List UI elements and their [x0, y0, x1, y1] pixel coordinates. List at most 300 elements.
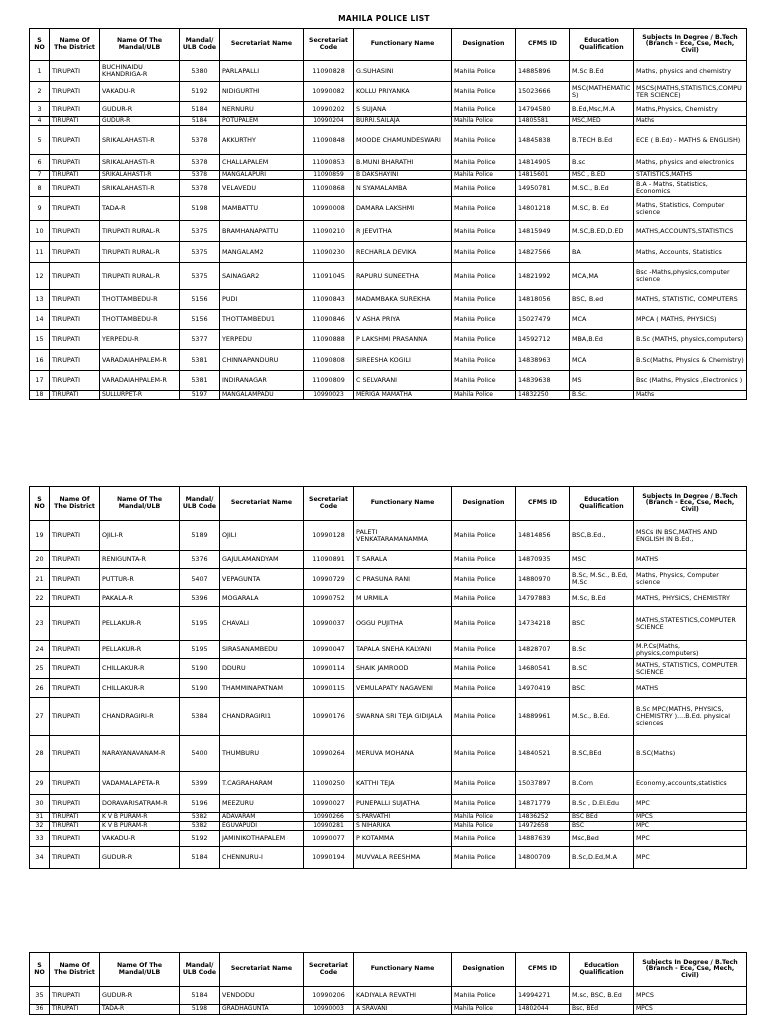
col-cfms-id-cell: 14814856 [516, 521, 570, 551]
col-mandal-cell: THOTTAMBEDU-R [100, 290, 180, 310]
table-row [30, 736, 747, 772]
table-row [30, 847, 747, 869]
col-functionary-name-cell: PUNEPALLI SUJATHA [354, 795, 452, 813]
police-list-table-1 [29, 28, 747, 400]
col-secretariat-code-cell: 11090846 [304, 310, 354, 330]
col-secretariat-name-cell: CHINNAPANDURU [220, 350, 304, 371]
col-education-header: Education Qualification [570, 953, 634, 987]
col-mandal-header: Name Of The Mandal/ULB [100, 487, 180, 521]
col-subjects-cell: MATHS, STATISTICS, COMPUTER SCIENCE [634, 659, 747, 679]
col-designation-cell: Mahila Police [452, 698, 516, 736]
col-designation-cell: Mahila Police [452, 155, 516, 171]
table-row [30, 126, 747, 155]
col-designation-cell: Mahila Police [452, 659, 516, 679]
col-secretariat-code-cell: 11090891 [304, 551, 354, 569]
col-mandal-code-cell: 5184 [180, 847, 220, 869]
col-secretariat-code-cell: 11090853 [304, 155, 354, 171]
col-designation-cell: Mahila Police [452, 607, 516, 641]
col-district-cell: TIRUPATI [50, 795, 100, 813]
col-cfms-id-cell: 14880970 [516, 569, 570, 590]
col-mandal-code-cell: 5184 [180, 117, 220, 126]
col-education-cell: B.sc [570, 155, 634, 171]
col-education-cell: MS [570, 371, 634, 391]
col-cfms-id-cell: 14950781 [516, 180, 570, 197]
col-secretariat-code-cell: 11090809 [304, 371, 354, 391]
col-sno-cell: 3 [30, 102, 50, 117]
col-mandal-code-cell: 5378 [180, 126, 220, 155]
col-mandal-code-cell: 5378 [180, 155, 220, 171]
col-sno-cell: 30 [30, 795, 50, 813]
col-secretariat-name-cell: THUMBURU [220, 736, 304, 772]
col-designation-cell: Mahila Police [452, 263, 516, 290]
col-designation-cell: Mahila Police [452, 551, 516, 569]
col-sno-cell: 22 [30, 590, 50, 607]
col-subjects-cell: B.Sc(Maths, Physics & Chemistry) [634, 350, 747, 371]
col-functionary-name-cell: B.MUNI BHARATHI [354, 155, 452, 171]
col-functionary-name-cell: MOODE CHAMUNDESWARI [354, 126, 452, 155]
col-district-cell: TIRUPATI [50, 822, 100, 831]
col-mandal-code-header: Mandal/ ULB Code [180, 953, 220, 987]
table-row [30, 242, 747, 263]
col-secretariat-code-cell: 10990176 [304, 698, 354, 736]
col-subjects-cell: B.SC(Maths) [634, 736, 747, 772]
col-subjects-header: Subjects In Degree / B.Tech (Branch - Ece, Cse, Mech, Civil) [634, 29, 747, 61]
col-secretariat-name-cell: PUDI [220, 290, 304, 310]
col-education-cell: B.SC [570, 659, 634, 679]
col-functionary-name-cell: P KOTAMMA [354, 831, 452, 847]
col-designation-cell: Mahila Police [452, 197, 516, 221]
table-row [30, 795, 747, 813]
col-secretariat-name-cell: MAMBATTU [220, 197, 304, 221]
col-secretariat-name-cell: SAINAGAR2 [220, 263, 304, 290]
col-functionary-name-cell: N SYAMALAMBA [354, 180, 452, 197]
table-row [30, 82, 747, 102]
table-row [30, 290, 747, 310]
col-designation-cell: Mahila Police [452, 221, 516, 242]
col-education-cell: B.SC,BEd [570, 736, 634, 772]
col-sno-cell: 14 [30, 310, 50, 330]
col-secretariat-name-cell: THAMMINAPATNAM [220, 679, 304, 698]
col-subjects-cell: ECE ( B.Ed) - MATHS & ENGLISH) [634, 126, 747, 155]
col-sno-cell: 1 [30, 61, 50, 82]
col-district-cell: TIRUPATI [50, 641, 100, 659]
col-cfms-id-cell: 14794580 [516, 102, 570, 117]
col-education-cell: B.Com [570, 772, 634, 795]
col-subjects-cell: MPCS [634, 1005, 747, 1015]
table-row [30, 102, 747, 117]
col-designation-cell: Mahila Police [452, 590, 516, 607]
col-secretariat-code-cell: 11090859 [304, 171, 354, 180]
col-mandal-code-cell: 5375 [180, 242, 220, 263]
col-education-header: Education Qualification [570, 29, 634, 61]
col-subjects-cell: MATHS,STATESTICS,COMPUTER SCIENCE [634, 607, 747, 641]
col-mandal-cell: VADAMALAPETA-R [100, 772, 180, 795]
col-mandal-code-cell: 5195 [180, 641, 220, 659]
col-education-cell: MCA,MA [570, 263, 634, 290]
col-district-cell: TIRUPATI [50, 569, 100, 590]
table-row [30, 551, 747, 569]
col-secretariat-code-cell: 10990047 [304, 641, 354, 659]
col-sno-cell: 32 [30, 822, 50, 831]
col-mandal-cell: PELLAKUR-R [100, 607, 180, 641]
col-cfms-id-cell: 14970419 [516, 679, 570, 698]
col-cfms-id-cell: 14802044 [516, 1005, 570, 1015]
col-secretariat-code-cell: 10990204 [304, 117, 354, 126]
table-row [30, 171, 747, 180]
col-education-cell: B.Ed,Msc,M.A [570, 102, 634, 117]
col-subjects-cell: Maths, Physics, Computer science [634, 569, 747, 590]
table-row [30, 641, 747, 659]
col-secretariat-code-cell: 10990115 [304, 679, 354, 698]
col-secretariat-name-cell: VEPAGUNTA [220, 569, 304, 590]
col-education-cell: MSC , B.ED [570, 171, 634, 180]
col-mandal-cell: THOTTAMBEDU-R [100, 310, 180, 330]
col-mandal-code-cell: 5396 [180, 590, 220, 607]
col-sno-cell: 21 [30, 569, 50, 590]
col-secretariat-code-cell: 11090210 [304, 221, 354, 242]
col-mandal-cell: GUDUR-R [100, 102, 180, 117]
col-district-cell: TIRUPATI [50, 987, 100, 1005]
col-cfms-id-cell: 14797883 [516, 590, 570, 607]
col-subjects-cell: Bsc (Maths, Physics ,Electronics ) [634, 371, 747, 391]
col-mandal-cell: VARADAIAHPALEM-R [100, 350, 180, 371]
col-secretariat-code-cell: 10990023 [304, 391, 354, 400]
col-sno-cell: 9 [30, 197, 50, 221]
col-mandal-cell: CHILLAKUR-R [100, 679, 180, 698]
col-education-cell: BA [570, 242, 634, 263]
col-subjects-cell: Maths, physics and chemistry [634, 61, 747, 82]
col-sno-cell: 2 [30, 82, 50, 102]
col-education-cell: B.Sc, M.Sc., B.Ed, M.Sc [570, 569, 634, 590]
col-subjects-cell: MPCS [634, 987, 747, 1005]
col-mandal-code-cell: 5381 [180, 350, 220, 371]
col-district-cell: TIRUPATI [50, 736, 100, 772]
table-row [30, 831, 747, 847]
col-education-cell: MCA [570, 350, 634, 371]
col-district-cell: TIRUPATI [50, 263, 100, 290]
col-functionary-name-cell: PALETI VENKATARAMANAMMA [354, 521, 452, 551]
col-district-cell: TIRUPATI [50, 772, 100, 795]
col-mandal-code-cell: 5400 [180, 736, 220, 772]
col-mandal-code-cell: 5376 [180, 551, 220, 569]
col-mandal-code-cell: 5196 [180, 795, 220, 813]
col-subjects-cell: MPC [634, 831, 747, 847]
col-functionary-name-header: Functionary Name [354, 29, 452, 61]
col-cfms-id-cell: 14836252 [516, 813, 570, 822]
col-district-cell: TIRUPATI [50, 590, 100, 607]
col-cfms-id-cell: 14814905 [516, 155, 570, 171]
col-subjects-cell: Maths, Accounts, Statistics [634, 242, 747, 263]
col-education-cell: M.SC,B.ED,D.ED [570, 221, 634, 242]
col-functionary-name-cell: R JEEVITHA [354, 221, 452, 242]
col-secretariat-code-header: Secretariat Code [304, 487, 354, 521]
col-district-cell: TIRUPATI [50, 310, 100, 330]
col-mandal-cell: OJILI-R [100, 521, 180, 551]
col-secretariat-name-cell: EGUVAPUDI [220, 822, 304, 831]
col-cfms-id-cell: 14885896 [516, 61, 570, 82]
col-secretariat-code-cell: 10990082 [304, 82, 354, 102]
col-functionary-name-cell: B DAKSHAYINI [354, 171, 452, 180]
table-row [30, 698, 747, 736]
col-district-cell: TIRUPATI [50, 350, 100, 371]
col-mandal-code-cell: 5380 [180, 61, 220, 82]
col-district-cell: TIRUPATI [50, 242, 100, 263]
col-designation-cell: Mahila Police [452, 242, 516, 263]
col-cfms-id-cell: 14828707 [516, 641, 570, 659]
col-sno-cell: 13 [30, 290, 50, 310]
header-row [30, 29, 747, 61]
col-designation-cell: Mahila Police [452, 391, 516, 400]
col-secretariat-name-cell: SIRASANAMBEDU [220, 641, 304, 659]
table-row [30, 521, 747, 551]
col-secretariat-name-cell: BRAMHANAPATTU [220, 221, 304, 242]
col-subjects-cell: Maths,Physics, Chemistry [634, 102, 747, 117]
col-designation-cell: Mahila Police [452, 736, 516, 772]
col-education-cell: MSC [570, 551, 634, 569]
col-functionary-name-cell: T SARALA [354, 551, 452, 569]
col-mandal-code-cell: 5156 [180, 290, 220, 310]
col-mandal-code-cell: 5384 [180, 698, 220, 736]
col-cfms-id-cell: 14871779 [516, 795, 570, 813]
col-mandal-cell: NARAYANAVANAM-R [100, 736, 180, 772]
col-education-cell: M.sc, BSC, B.Ed [570, 987, 634, 1005]
col-functionary-name-cell: RECHARLA DEVIKA [354, 242, 452, 263]
col-sno-cell: 15 [30, 330, 50, 350]
col-education-cell: MSC(MATHEMATICS) [570, 82, 634, 102]
table-row [30, 155, 747, 171]
col-mandal-cell: CHILLAKUR-R [100, 659, 180, 679]
col-designation-cell: Mahila Police [452, 102, 516, 117]
col-subjects-cell: MPC [634, 847, 747, 869]
col-subjects-cell: MSCS(MATHS,STATISTICS,COMPUTER SCIENCE) [634, 82, 747, 102]
col-subjects-cell: Maths, physics and electronics [634, 155, 747, 171]
col-cfms-id-cell: 14840521 [516, 736, 570, 772]
col-secretariat-code-cell: 11091045 [304, 263, 354, 290]
col-mandal-cell: VAKADU-R [100, 831, 180, 847]
col-designation-cell: Mahila Police [452, 772, 516, 795]
col-secretariat-code-cell: 10990266 [304, 813, 354, 822]
col-mandal-cell: DORAVARISATRAM-R [100, 795, 180, 813]
table-row [30, 987, 747, 1005]
col-cfms-id-cell: 14821992 [516, 263, 570, 290]
col-functionary-name-cell: MUVVALA REESHMA [354, 847, 452, 869]
table-row [30, 310, 747, 330]
col-district-cell: TIRUPATI [50, 102, 100, 117]
col-mandal-cell: GUDUR-R [100, 847, 180, 869]
col-mandal-code-cell: 5375 [180, 221, 220, 242]
col-sno-cell: 18 [30, 391, 50, 400]
col-secretariat-name-cell: MANGALAPURI [220, 171, 304, 180]
col-district-cell: TIRUPATI [50, 126, 100, 155]
col-secretariat-code-cell: 11090888 [304, 330, 354, 350]
col-secretariat-name-cell: OJILI [220, 521, 304, 551]
col-cfms-id-cell: 14800709 [516, 847, 570, 869]
col-mandal-cell: K V B PURAM-R [100, 813, 180, 822]
col-functionary-name-cell: P LAKSHMI PRASANNA [354, 330, 452, 350]
col-secretariat-code-cell: 10990264 [304, 736, 354, 772]
col-district-header: Name Of The District [50, 953, 100, 987]
col-secretariat-code-cell: 11090808 [304, 350, 354, 371]
col-functionary-name-header: Functionary Name [354, 953, 452, 987]
col-designation-cell: Mahila Police [452, 831, 516, 847]
col-district-cell: TIRUPATI [50, 521, 100, 551]
col-secretariat-code-cell: 10990128 [304, 521, 354, 551]
table-row [30, 371, 747, 391]
col-cfms-id-cell: 15023666 [516, 82, 570, 102]
col-district-cell: TIRUPATI [50, 171, 100, 180]
col-designation-cell: Mahila Police [452, 171, 516, 180]
col-cfms-id-header: CFMS ID [516, 953, 570, 987]
col-secretariat-name-header: Secretariat Name [220, 487, 304, 521]
col-mandal-cell: PELLAKUR-R [100, 641, 180, 659]
col-functionary-name-cell: MERIGA MAMATHA [354, 391, 452, 400]
col-sno-cell: 17 [30, 371, 50, 391]
col-subjects-cell: Maths [634, 391, 747, 400]
col-subjects-cell: Maths [634, 117, 747, 126]
col-subjects-header: Subjects In Degree / B.Tech (Branch - Ece, Cse, Mech, Civil) [634, 487, 747, 521]
page-title: MAHILA POLICE LIST [338, 14, 430, 23]
col-designation-cell: Mahila Police [452, 126, 516, 155]
col-sno-cell: 26 [30, 679, 50, 698]
col-secretariat-code-cell: 10990003 [304, 1005, 354, 1015]
col-district-cell: TIRUPATI [50, 679, 100, 698]
table-row [30, 117, 747, 126]
col-functionary-name-cell: DAMARA LAKSHMI [354, 197, 452, 221]
col-secretariat-name-cell: POTUPALEM [220, 117, 304, 126]
col-cfms-id-cell: 14832250 [516, 391, 570, 400]
col-sno-cell: 36 [30, 1005, 50, 1015]
col-functionary-name-cell: G.SUHASINI [354, 61, 452, 82]
col-cfms-id-cell: 14889961 [516, 698, 570, 736]
col-functionary-name-cell: TAPALA SNEHA KALYANI [354, 641, 452, 659]
col-district-cell: TIRUPATI [50, 117, 100, 126]
col-functionary-name-cell: SWARNA SRI TEJA GIDIJALA [354, 698, 452, 736]
col-sno-cell: 33 [30, 831, 50, 847]
col-sno-cell: 4 [30, 117, 50, 126]
col-secretariat-code-cell: 10990194 [304, 847, 354, 869]
col-subjects-cell: B.A - Maths, Statistics, Economics [634, 180, 747, 197]
col-education-cell: B.TECH B.Ed [570, 126, 634, 155]
col-functionary-name-cell: S SUJANA [354, 102, 452, 117]
col-secretariat-code-cell: 11090250 [304, 772, 354, 795]
col-secretariat-code-cell: 10990729 [304, 569, 354, 590]
col-mandal-cell: RENIGUNTA-R [100, 551, 180, 569]
col-secretariat-code-cell: 10990114 [304, 659, 354, 679]
col-education-cell: BSC [570, 822, 634, 831]
col-sno-cell: 27 [30, 698, 50, 736]
col-sno-cell: 20 [30, 551, 50, 569]
col-secretariat-name-cell: NERNURU [220, 102, 304, 117]
col-functionary-name-cell: V ASHA PRIYA [354, 310, 452, 330]
col-education-cell: M.Sc B.Ed [570, 61, 634, 82]
col-cfms-id-cell: 14887639 [516, 831, 570, 847]
col-mandal-code-cell: 5189 [180, 521, 220, 551]
col-education-cell: BSC BEd [570, 813, 634, 822]
col-district-cell: TIRUPATI [50, 847, 100, 869]
col-mandal-cell: SRIKALAHASTI-R [100, 180, 180, 197]
col-mandal-code-cell: 5378 [180, 171, 220, 180]
col-sno-cell: 28 [30, 736, 50, 772]
col-subjects-cell: MATHS, STATISTIC, COMPUTERS [634, 290, 747, 310]
col-sno-header: S NO [30, 953, 50, 987]
col-mandal-code-cell: 5377 [180, 330, 220, 350]
col-subjects-cell: Economy,accounts,statistics [634, 772, 747, 795]
col-secretariat-code-cell: 10990037 [304, 607, 354, 641]
col-subjects-cell: MATHS,ACCOUNTS,STATISTICS [634, 221, 747, 242]
col-functionary-name-cell: C SELVARANI [354, 371, 452, 391]
col-subjects-cell: MPC [634, 822, 747, 831]
col-secretariat-code-cell: 11090828 [304, 61, 354, 82]
col-education-cell: MSC,MED [570, 117, 634, 126]
col-designation-cell: Mahila Police [452, 371, 516, 391]
col-designation-cell: Mahila Police [452, 679, 516, 698]
col-functionary-name-cell: RAPURU SUNEETHA [354, 263, 452, 290]
col-mandal-code-header: Mandal/ ULB Code [180, 29, 220, 61]
col-mandal-code-cell: 5382 [180, 822, 220, 831]
col-mandal-code-cell: 5184 [180, 102, 220, 117]
col-secretariat-code-cell: 11090230 [304, 242, 354, 263]
col-sno-cell: 31 [30, 813, 50, 822]
col-sno-cell: 35 [30, 987, 50, 1005]
col-secretariat-code-cell: 11090843 [304, 290, 354, 310]
col-sno-cell: 25 [30, 659, 50, 679]
col-functionary-name-cell: KATTHI TEJA [354, 772, 452, 795]
col-secretariat-code-cell: 10990008 [304, 197, 354, 221]
col-functionary-name-cell: MERUVA MOHANA [354, 736, 452, 772]
col-subjects-cell: B.Sc MPC(MATHS, PHYSICS, CHEMISTRY )....B.Ed. physical sciences [634, 698, 747, 736]
col-education-cell: M.Sc, B.Ed [570, 590, 634, 607]
col-secretariat-code-cell: 10990281 [304, 822, 354, 831]
col-cfms-id-cell: 14680541 [516, 659, 570, 679]
col-cfms-id-cell: 14845838 [516, 126, 570, 155]
col-education-cell: M.SC, B. Ed [570, 197, 634, 221]
col-secretariat-name-cell: GRADHAGUNTA [220, 1005, 304, 1015]
col-subjects-cell: B.Sc (MATHS, physics,computers) [634, 330, 747, 350]
col-district-cell: TIRUPATI [50, 698, 100, 736]
col-mandal-cell: BUCHINAIDU KHANDRIGA-R [100, 61, 180, 82]
col-secretariat-name-cell: CHENNURU-I [220, 847, 304, 869]
col-district-cell: TIRUPATI [50, 607, 100, 641]
col-education-cell: MBA,B.Ed [570, 330, 634, 350]
col-secretariat-name-cell: DDURU [220, 659, 304, 679]
col-district-cell: TIRUPATI [50, 155, 100, 171]
col-education-cell: B.Sc,D.Ed,M.A [570, 847, 634, 869]
col-mandal-code-cell: 5399 [180, 772, 220, 795]
col-education-cell: BSC [570, 607, 634, 641]
header-row [30, 487, 747, 521]
col-education-cell: Msc,Bed [570, 831, 634, 847]
col-sno-cell: 12 [30, 263, 50, 290]
col-designation-cell: Mahila Police [452, 330, 516, 350]
table-row [30, 607, 747, 641]
header-row [30, 953, 747, 987]
col-secretariat-name-cell: CHAVALI [220, 607, 304, 641]
table-row [30, 590, 747, 607]
col-mandal-code-cell: 5156 [180, 310, 220, 330]
col-subjects-cell: M.P.Cs(Maths, physics,computers) [634, 641, 747, 659]
col-mandal-cell: GUDUR-R [100, 987, 180, 1005]
col-functionary-name-cell: M URMILA [354, 590, 452, 607]
col-mandal-cell: SRIKALAHASTI-R [100, 126, 180, 155]
col-cfms-id-cell: 15037897 [516, 772, 570, 795]
col-functionary-name-cell: C PRASUNA RANI [354, 569, 452, 590]
col-sno-cell: 29 [30, 772, 50, 795]
col-secretariat-code-cell: 10990202 [304, 102, 354, 117]
col-secretariat-name-cell: INDIRANAGAR [220, 371, 304, 391]
col-cfms-id-cell: 14839638 [516, 371, 570, 391]
col-functionary-name-cell: VEMULAPATY NAGAVENI [354, 679, 452, 698]
table-row [30, 391, 747, 400]
